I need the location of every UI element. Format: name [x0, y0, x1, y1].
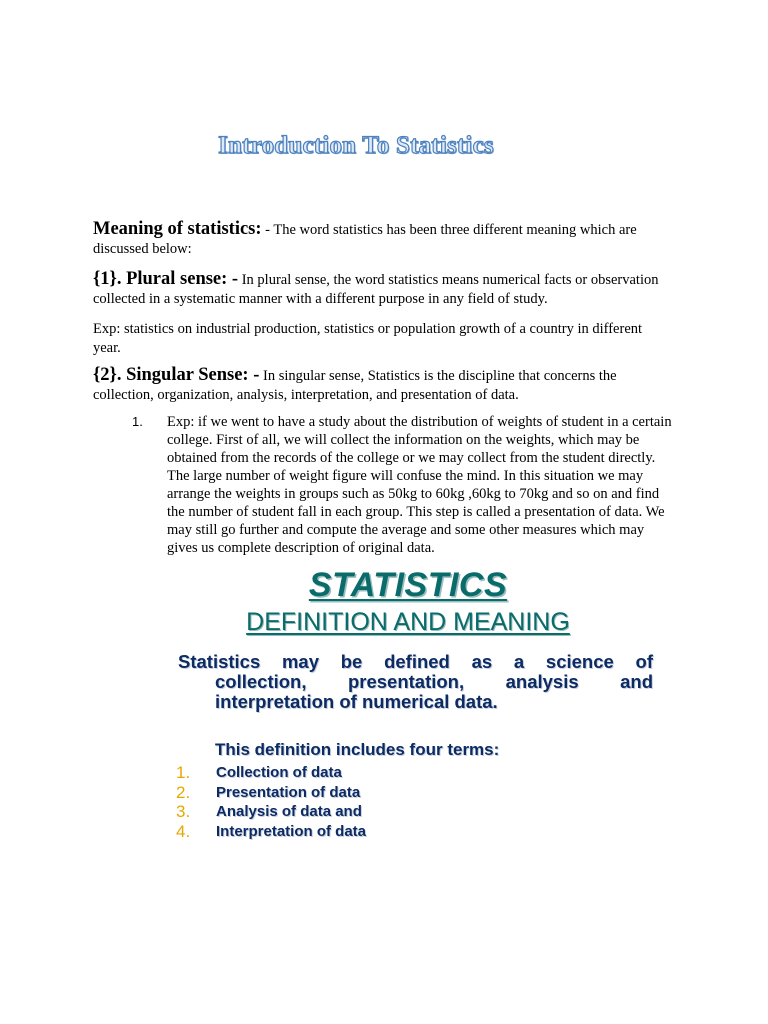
numbered-example-text: Exp: if we went to have a study about the distribution of weights of student in a certain college. First of all, we will collect the information on the weights, which may be obtained from the records of the college or we may collect from the student directly. The large number of weight figure will confuse the mind. In this situation we may arrange the weights in groups such as 50kg to 60kg ,60kg to 70kg and so on and find the number of student fall in each group. This step is called a presentation of data. We may still go further and compute the average and some other measures which may gives us complete description of original data.: [167, 414, 672, 556]
list-number: 1.: [132, 414, 143, 429]
plural-sense-heading: {1}. Plural sense: -: [93, 269, 239, 289]
term-number: 1.: [176, 763, 191, 782]
page-title: Introduction To Statistics: [218, 132, 494, 159]
term-label: Collection of data: [216, 764, 342, 781]
term-number: 4.: [176, 821, 191, 841]
term-label: Presentation of data: [216, 783, 361, 801]
slide-definition: [178, 652, 653, 712]
term-label: Interpretation of data: [216, 822, 367, 840]
slide-subtitle: DEFINITION AND MEANING: [246, 608, 570, 636]
plural-example-paragraph: Exp: statistics on industrial production, statistics or population growth of a country in different year.: [93, 321, 643, 356]
terms-intro: This definition includes four terms:: [215, 740, 500, 759]
definition-line-3: interpretation of numerical data.: [215, 691, 498, 712]
singular-sense-text: In singular sense, Statistics is the discipline that concerns the collection, organization, analysis, interpretation, and presentation of data.: [93, 368, 617, 403]
plural-sense-paragraph: [93, 270, 673, 309]
term-number: 2.: [176, 782, 191, 802]
singular-sense-paragraph: [93, 366, 673, 405]
term-number: 3.: [176, 802, 191, 821]
slide-title: STATISTICS: [308, 566, 508, 604]
term-label: Analysis of data and: [216, 803, 362, 820]
meaning-heading: Meaning of statistics:: [93, 219, 262, 239]
singular-sense-heading: {2}. Singular Sense: -: [93, 365, 260, 385]
definition-line-1: Statistics may be defined as a science of: [178, 651, 653, 672]
numbered-example: [132, 413, 677, 557]
statistics-definition-slide: [170, 562, 670, 852]
meaning-text: - The word statistics has been three different meaning which are discussed below:: [93, 222, 637, 257]
meaning-paragraph: [93, 220, 673, 259]
definition-line-2: collection, presentation, analysis and: [215, 671, 653, 692]
plural-sense-text: In plural sense, the word statistics means numerical facts or observation collected in a systematic manner with a different purpose in any field of study.: [93, 272, 659, 307]
